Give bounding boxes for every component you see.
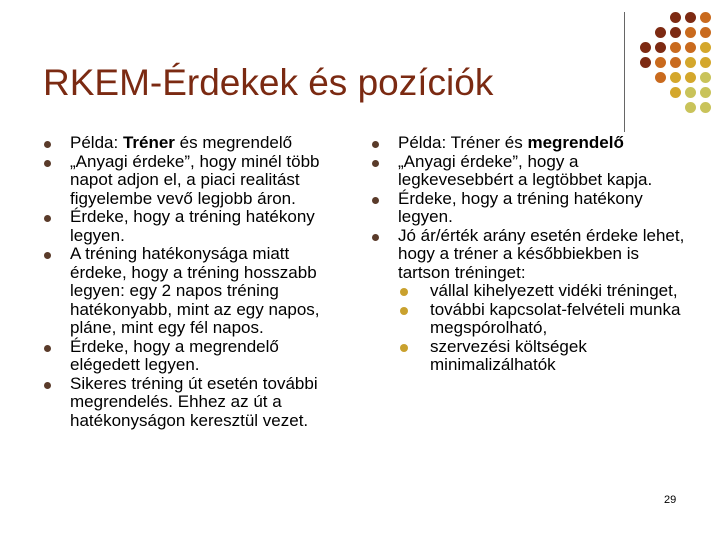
decorative-dot [670,57,681,68]
page-number: 29 [664,494,677,506]
decorative-dot [670,72,681,83]
right-bullet-4-text: Jó ár/érték arány esetén érdeke lehet, hogy a tréner a későbbiekben is tartson tréninget: [398,225,685,282]
decorative-dot [640,57,651,68]
left-bullet-1-part-3: és megrendelő [174,133,293,152]
decorative-dot [670,12,681,23]
decorative-dot [700,12,711,23]
left-column [44,134,344,430]
decorative-dot [685,102,696,113]
decorative-dot [700,87,711,98]
decorative-dot [685,12,696,23]
left-bullet-3: Érdeke, hogy a tréning hatékony legyen. [44,208,344,245]
decorative-dot [685,72,696,83]
decorative-dot [685,42,696,53]
decorative-dot [655,72,666,83]
left-bullet-5: Érdeke, hogy a megrendelő elégedett legyen. [44,338,344,375]
decorative-dot [670,87,681,98]
left-bullet-4: A tréning hatékonysága miatt érdeke, hogy a tréning hosszabb legyen: egy 2 napos tréning hatékonyabb, mint az egy napos, pláne, mint egy fél napos. [44,245,344,338]
decorative-dot [700,27,711,38]
decorative-dot [685,87,696,98]
decorative-dot [655,42,666,53]
right-bullet-1-part-1: Példa: Tréner és [398,133,528,152]
left-bullet-1-part-1: Példa: [70,133,123,152]
decorative-dot [700,72,711,83]
decorative-dot [670,27,681,38]
right-sub-list [398,282,692,375]
decorative-dot [655,57,666,68]
left-bullet-list [44,134,344,430]
left-bullet-1-bold: Tréner [122,133,175,152]
decorative-dot [670,42,681,53]
decorative-dot [655,27,666,38]
decorative-dot [700,102,711,113]
decorative-dot [685,27,696,38]
right-subbullet-3: szervezési költségek minimalizálhatók [400,338,692,375]
decorative-dot [700,42,711,53]
right-subbullet-1: vállal kihelyezett vidéki tréninget, [400,282,692,301]
right-bullet-4 [372,227,692,375]
decorative-dot [640,42,651,53]
decorative-dot [700,57,711,68]
right-column [372,134,692,375]
left-bullet-1 [44,134,344,153]
left-bullet-2: „Anyagi érdeke”, hogy minél több napot adjon el, a piaci realitást figyelembe vevő legjobb áron. [44,153,344,209]
left-bullet-6: Sikeres tréning út esetén további megrendelés. Ehhez az út a hatékonyságon keresztül vezet. [44,375,344,431]
right-subbullet-2: további kapcsolat-felvételi munka megspórolható, [400,301,692,338]
right-bullet-3: Érdeke, hogy a tréning hatékony legyen. [372,190,692,227]
right-bullet-list [372,134,692,375]
slide-title: RKEM-Érdekek és pozíciók [43,62,494,103]
right-bullet-1 [372,134,692,153]
right-bullet-1-bold: megrendelő [527,133,624,152]
decorative-dot [685,57,696,68]
right-bullet-2: „Anyagi érdeke”, hogy a legkevesebbért a legtöbbet kapja. [372,153,692,190]
title-divider-line [624,12,625,132]
